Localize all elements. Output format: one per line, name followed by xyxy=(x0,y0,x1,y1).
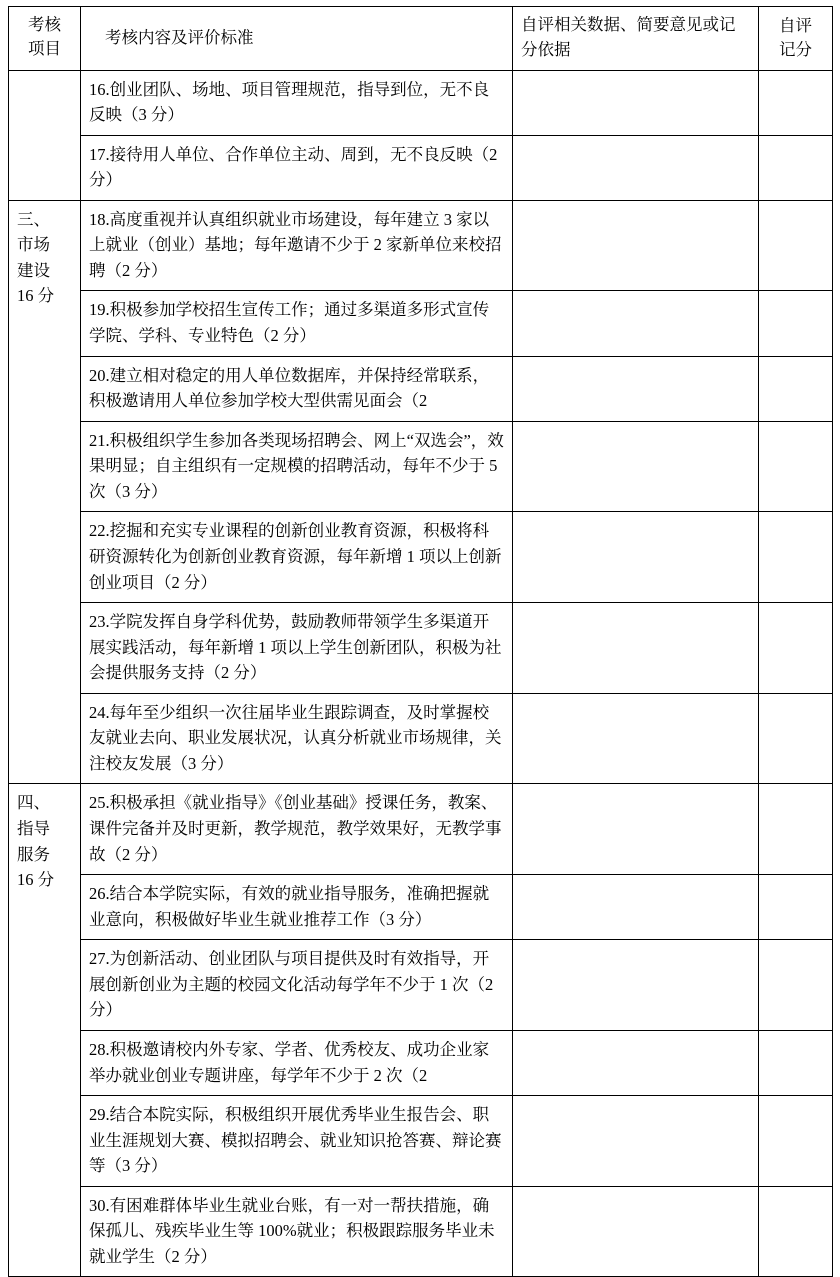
item-label-line4: 16 分 xyxy=(17,870,55,890)
self-score-cell[interactable] xyxy=(759,135,833,200)
content-cell: 25.积极承担《就业指导》《创业基础》授课任务，教案、课件完备并及时更新，教学规范，教学效果好，无教学事故（2 分） xyxy=(81,784,513,875)
self-score-cell[interactable] xyxy=(759,693,833,784)
table-row xyxy=(9,1030,833,1095)
self-eval-cell[interactable] xyxy=(513,421,759,512)
self-score-cell[interactable] xyxy=(759,1186,833,1277)
item-label-line2: 市场 xyxy=(17,235,50,255)
content-cell: 21.积极组织学生参加各类现场招聘会、网上“双选会”，效果明显；自主组织有一定规模的招聘活动，每年不少于 5 次（3 分） xyxy=(81,421,513,512)
content-cell: 27.为创新活动、创业团队与项目提供及时有效指导，开展创新创业为主题的校园文化活动每学年不少于 1 次（2 分） xyxy=(81,940,513,1031)
self-score-cell[interactable] xyxy=(759,70,833,135)
table-row xyxy=(9,70,833,135)
header-score-line1: 自评 xyxy=(779,15,812,35)
self-score-cell[interactable] xyxy=(759,940,833,1031)
item-label-line3: 建设 xyxy=(17,260,50,280)
self-score-cell[interactable] xyxy=(759,200,833,291)
content-cell: 16.创业团队、场地、项目管理规范，指导到位，无不良反映（3 分） xyxy=(81,70,513,135)
self-eval-cell[interactable] xyxy=(513,603,759,694)
table-row xyxy=(9,1186,833,1277)
content-cell: 28.积极邀请校内外专家、学者、优秀校友、成功企业家举办就业创业专题讲座，每学年不少于 2 次（2 xyxy=(81,1030,513,1095)
self-eval-cell[interactable] xyxy=(513,784,759,875)
self-score-cell[interactable] xyxy=(759,421,833,512)
table-header xyxy=(9,7,833,71)
item-cell-guidance-service xyxy=(9,784,81,1277)
table-row xyxy=(9,291,833,356)
table-row xyxy=(9,200,833,291)
content-cell: 19.积极参加学校招生宣传工作；通过多渠道多形式宣传学院、学科、专业特色（2 分） xyxy=(81,291,513,356)
content-cell: 17.接待用人单位、合作单位主动、周到，无不良反映（2 分） xyxy=(81,135,513,200)
self-eval-cell[interactable] xyxy=(513,356,759,421)
self-score-cell[interactable] xyxy=(759,875,833,940)
self-eval-cell[interactable] xyxy=(513,135,759,200)
table-row xyxy=(9,603,833,694)
item-label-line2: 指导 xyxy=(17,819,50,838)
assessment-table xyxy=(8,6,833,1277)
table-row xyxy=(9,135,833,200)
self-score-cell[interactable] xyxy=(759,1030,833,1095)
content-cell: 22.挖掘和充实专业课程的创新创业教育资源，积极将科研资源转化为创新创业教育资源，每年新增 1 项以上创新创业项目（2 分） xyxy=(81,512,513,603)
table-row xyxy=(9,875,833,940)
self-eval-cell[interactable] xyxy=(513,1096,759,1187)
self-score-cell[interactable] xyxy=(759,784,833,875)
table-body xyxy=(9,70,833,1277)
header-self-score xyxy=(759,7,833,71)
header-item-line2: 项目 xyxy=(28,38,61,58)
item-label-line3: 服务 xyxy=(17,844,50,864)
self-score-cell[interactable] xyxy=(759,512,833,603)
self-eval-cell[interactable] xyxy=(513,1186,759,1277)
self-score-cell[interactable] xyxy=(759,1096,833,1187)
header-item-line1: 考核 xyxy=(28,15,61,34)
self-eval-cell[interactable] xyxy=(513,70,759,135)
self-eval-cell[interactable] xyxy=(513,875,759,940)
content-cell: 20.建立相对稳定的用人单位数据库，并保持经常联系，积极邀请用人单位参加学校大型供需见面会（2 xyxy=(81,356,513,421)
table-row xyxy=(9,512,833,603)
content-cell: 26.结合本学院实际，有效的就业指导服务，准确把握就业意向，积极做好毕业生就业推荐工作（3 分） xyxy=(81,875,513,940)
self-score-cell[interactable] xyxy=(759,356,833,421)
item-label-line1: 四、 xyxy=(17,793,50,813)
self-eval-cell[interactable] xyxy=(513,291,759,356)
self-eval-cell[interactable] xyxy=(513,200,759,291)
self-score-cell[interactable] xyxy=(759,291,833,356)
header-item xyxy=(9,7,81,71)
header-row xyxy=(9,7,833,71)
content-cell: 18.高度重视并认真组织就业市场建设，每年建立 3 家以上就业（创业）基地；每年邀请不少于 2 家新单位来校招聘（2 分） xyxy=(81,200,513,291)
table-row xyxy=(9,784,833,875)
table-row xyxy=(9,693,833,784)
header-self-eval: 自评相关数据、简要意见或记分依据 xyxy=(513,7,759,71)
item-label-line1: 三、 xyxy=(17,209,50,229)
table-row xyxy=(9,940,833,1031)
self-eval-cell[interactable] xyxy=(513,693,759,784)
header-score-line2: 记分 xyxy=(779,39,812,59)
table-row xyxy=(9,1096,833,1187)
table-row xyxy=(9,421,833,512)
self-eval-cell[interactable] xyxy=(513,1030,759,1095)
content-cell: 29.结合本院实际，积极组织开展优秀毕业生报告会、职业生涯规划大赛、模拟招聘会、就业知识抢答赛、辩论赛等（3 分） xyxy=(81,1096,513,1187)
item-label-line4: 16 分 xyxy=(17,286,55,306)
content-cell: 30.有困难群体毕业生就业台账，有一对一帮扶措施，确保孤儿、残疾毕业生等 100%就业；积极跟踪服务毕业未就业学生（2 分） xyxy=(81,1186,513,1277)
content-cell: 23.学院发挥自身学科优势，鼓励教师带领学生多渠道开展实践活动，每年新增 1 项以上学生创新团队，积极为社会提供服务支持（2 分） xyxy=(81,603,513,694)
item-cell-continuation xyxy=(9,70,81,200)
item-cell-market-construction xyxy=(9,200,81,784)
content-cell: 24.每年至少组织一次往届毕业生跟踪调查，及时掌握校友就业去向、职业发展状况，认真分析就业市场规律，关注校友发展（3 分） xyxy=(81,693,513,784)
self-score-cell[interactable] xyxy=(759,603,833,694)
table-row xyxy=(9,356,833,421)
self-eval-cell[interactable] xyxy=(513,940,759,1031)
self-eval-cell[interactable] xyxy=(513,512,759,603)
header-content: 考核内容及评价标准 xyxy=(81,7,513,71)
